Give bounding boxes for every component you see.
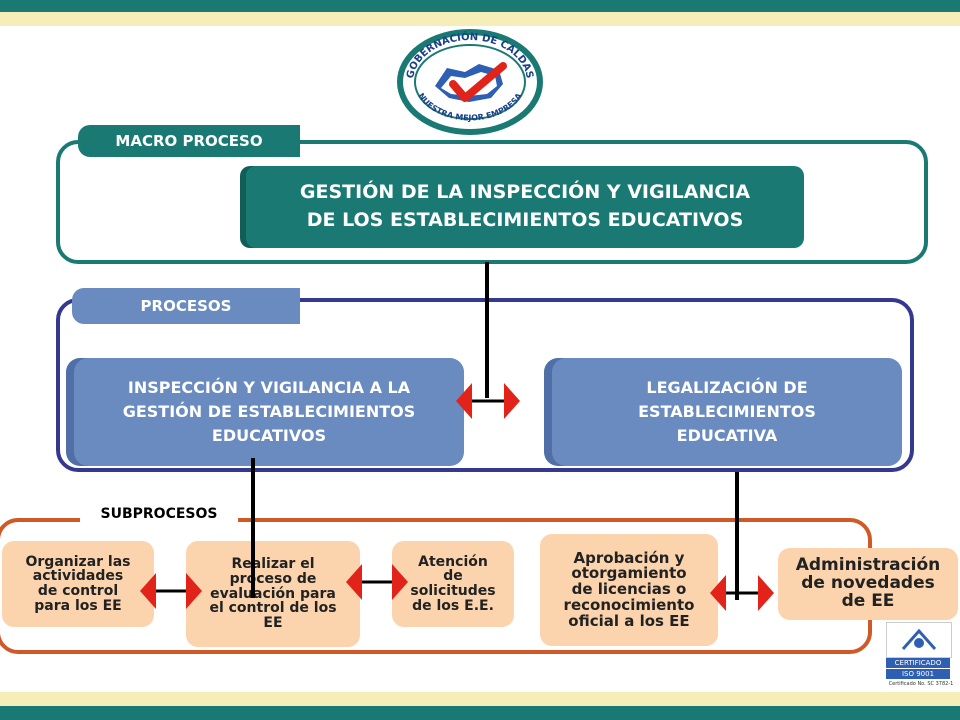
sub4-line3: de licencias o (571, 580, 687, 599)
subprocess-organizar (2, 541, 154, 627)
bottom-stripe-green (0, 706, 960, 720)
process-inspeccion-vigilancia (74, 358, 464, 466)
sub3-line1: Atención (418, 553, 488, 570)
process-left-line2: GESTIÓN DE ESTABLECIMIENTOS (122, 402, 416, 421)
process-left-line3: EDUCATIVOS (211, 426, 327, 445)
certificate-number: Certificado No. SC 3782-1 (888, 681, 954, 687)
sub5-line3: de EE (841, 590, 895, 611)
sub2-line4: el control de los (209, 600, 337, 617)
sub1-line3: de control (37, 583, 119, 599)
macro-title-line1: GESTIÓN DE LA INSPECCIÓN Y VIGILANCIA (299, 181, 751, 204)
subprocess-realizar-evaluacion (186, 541, 360, 647)
sub2-line1: Realizar el (231, 556, 315, 573)
macro-title-line2: DE LOS ESTABLECIMIENTOS EDUCATIVOS (306, 209, 744, 231)
process-right-line2: ESTABLECIMIENTOS (638, 402, 816, 421)
gobernacion-logo (395, 26, 545, 136)
sub3-line2: de (443, 568, 463, 585)
process-right-line3: EDUCATIVA (676, 426, 778, 445)
sub4-line2: otorgamiento (571, 564, 687, 583)
sub3-line4: de los E.E. (412, 597, 494, 614)
sub3-line3: solicitudes (410, 583, 496, 599)
certificate-emblem (886, 622, 952, 658)
process-right-line1: LEGALIZACIÓN DE (646, 378, 808, 397)
iso-certificate-badge (886, 622, 956, 688)
process-legalizacion (552, 358, 902, 466)
macro-proceso-tab: MACRO PROCESO (78, 125, 300, 157)
subprocesos-tab: SUBPROCESOS (80, 503, 238, 525)
logo-bottom-text: NUESTRA MEJOR EMPRESA (416, 91, 524, 123)
sub5-line1: Administración (795, 555, 941, 576)
sub5-line2: de novedades (801, 573, 935, 594)
sub1-line2: actividades (32, 568, 124, 585)
procesos-tab: PROCESOS (72, 288, 300, 324)
process-left-line1: INSPECCIÓN Y VIGILANCIA A LA (127, 378, 411, 397)
subprocess-atencion-solicitudes (392, 541, 514, 627)
certificate-label: CERTIFICADO (886, 658, 950, 668)
sub1-line1: Organizar las (25, 553, 131, 570)
macro-title-box (246, 166, 804, 248)
sub4-line5: oficial a los EE (568, 611, 690, 630)
sub4-line4: reconocimiento (563, 595, 695, 614)
bottom-stripe-yellow (0, 692, 960, 706)
subprocess-administracion-novedades (778, 548, 958, 620)
certificate-standard: ISO 9001 (886, 669, 950, 679)
sub2-line5: EE (263, 615, 283, 632)
sub1-line4: para los EE (34, 597, 122, 614)
logo-top-text: GOBERNACIÓN DE CALDAS (405, 31, 535, 80)
certificate-logo-icon (899, 627, 939, 653)
sub2-line3: evaluación para (210, 585, 336, 602)
sub2-line2: proceso de (229, 570, 317, 587)
sub4-line1: Aprobación y (573, 548, 685, 567)
top-stripe-yellow (0, 12, 960, 26)
top-stripe-green (0, 0, 960, 12)
subprocess-aprobacion-licencias (540, 534, 718, 646)
